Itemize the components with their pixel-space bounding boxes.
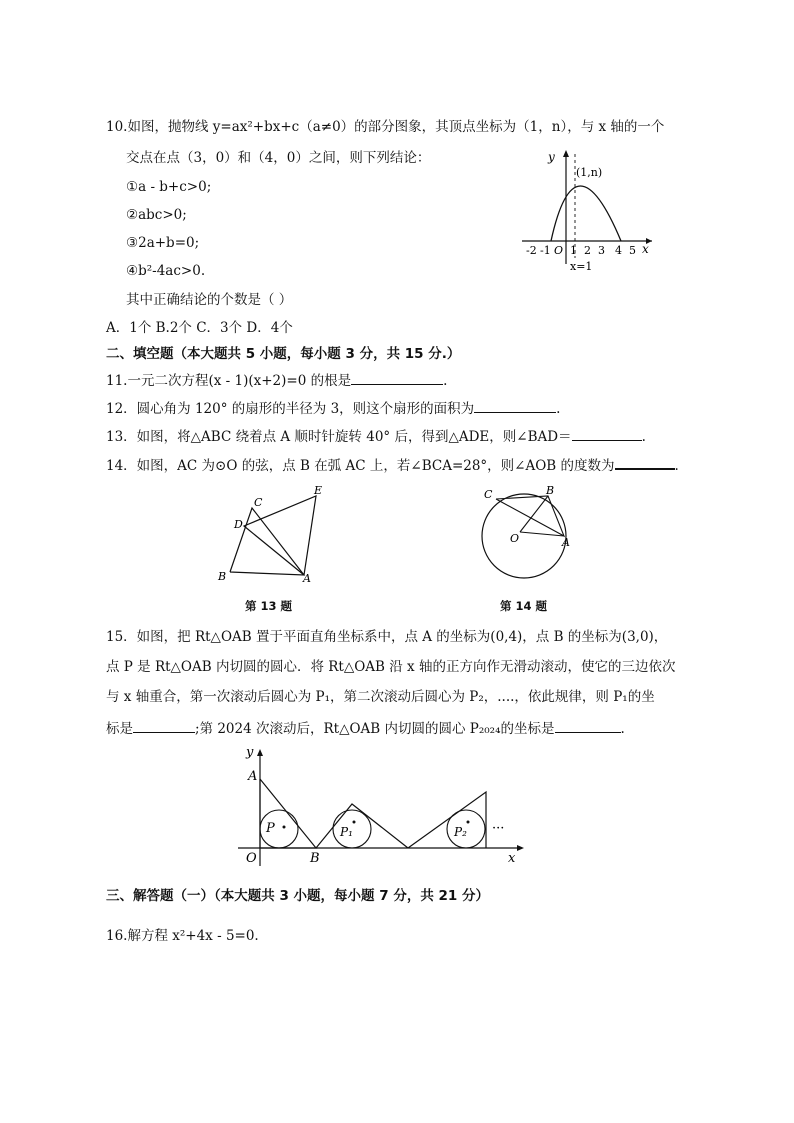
q10-option-4: ④b²-4ac>0. — [126, 263, 206, 279]
tick-4: 4 — [615, 244, 622, 257]
q10-question: 其中正确结论的个数是（ ） — [126, 292, 293, 308]
tick-origin: O — [554, 244, 564, 257]
tick-minus-2: -2 — [526, 244, 537, 257]
graph-y-label: y — [548, 150, 555, 164]
q10-line2: 交点在点（3，0）和（4，0）之间，则下列结论： — [126, 150, 431, 166]
figure-13 — [210, 484, 340, 584]
parabola-curve — [551, 186, 621, 241]
figure-15 — [232, 744, 532, 868]
q11-end: . — [443, 373, 448, 389]
figure-14-caption: 第 14 题 — [500, 599, 548, 613]
fig15-label-p1: P₁ — [340, 825, 353, 839]
q14-answer-blank[interactable] — [615, 454, 675, 470]
fig14-label-c: C — [484, 488, 493, 501]
q15-answer-blank-1[interactable] — [133, 718, 195, 733]
q15-line2: 点 P 是 Rt△OAB 内切圆的圆心．将 Rt△OAB 沿 x 轴的正方向作无滑动滚动，使它的三边依次 — [106, 659, 676, 675]
fig15-y-arrow — [257, 749, 263, 756]
q15-line3: 与 x 轴重合，第一次滚动后圆心为 P₁，第二次滚动后圆心为 P₂，....，依此规律，则 P₁的坐 — [106, 689, 655, 705]
vertex-label: (1,n) — [576, 166, 603, 179]
q10-line1: 10.如图，抛物线 y=ax²+bx+c（a≠0）的部分图象，其顶点坐标为（1，n），与 x 轴的一个 — [106, 119, 665, 135]
fig14-label-o: O — [510, 532, 520, 545]
q15-line4-start: 标是 — [106, 721, 133, 737]
axis-of-symmetry-label: x=1 — [570, 260, 593, 272]
q12-text: 12．圆心角为 120° 的扇形的半径为 3，则这个扇形的面积为 — [106, 401, 475, 417]
tick-3: 3 — [598, 244, 605, 257]
center-p1 — [353, 821, 356, 824]
section3-title: 三、解答题（一）（本大题共 3 小题，每小题 7 分，共 21 分） — [106, 888, 490, 904]
q10-choices: A．1个 B.2个 C．3个 D．4个 — [106, 320, 293, 336]
q15-answer-blank-2[interactable] — [555, 718, 621, 733]
q12-end: . — [556, 401, 561, 417]
fig15-label-p2: P₂ — [454, 825, 467, 839]
section2-title: 二、填空题（本大题共 5 小题，每小题 3 分，共 15 分.） — [106, 346, 461, 362]
fig14-label-a: A — [562, 536, 570, 549]
triangle-cba — [496, 496, 564, 536]
q14 — [106, 454, 679, 475]
q13-answer-blank[interactable] — [572, 426, 642, 441]
triangle-third — [408, 792, 486, 848]
figure-13-caption: 第 13 题 — [245, 599, 293, 613]
fig13-label-a: A — [303, 572, 311, 584]
q10-option-1: ①a - b+c>0; — [126, 179, 212, 195]
center-p2 — [467, 821, 470, 824]
fig15-label-x: x — [508, 851, 516, 866]
q14-end: . — [674, 458, 679, 474]
fig15-x-arrow — [517, 845, 524, 851]
fig15-label-o: O — [246, 851, 257, 866]
graph-y-arrow — [563, 150, 569, 157]
q10-option-3: ③2a+b=0; — [126, 235, 200, 251]
fig15-label-y: y — [246, 745, 254, 760]
q11-answer-blank[interactable] — [351, 370, 443, 385]
q13 — [106, 426, 646, 446]
tick-5: 5 — [629, 244, 636, 257]
parabola-graph — [518, 146, 658, 272]
q15-line4 — [106, 718, 625, 738]
fig15-label-b: B — [310, 851, 320, 866]
q11-text: 11.一元二次方程(x - 1)(x+2)=0 的根是 — [106, 373, 352, 389]
q14-text: 14．如图，AC 为⊙O 的弦，点 B 在弧 AC 上，若∠BCA=28°，则∠AOB 的度数为 — [106, 458, 615, 474]
q15-line1: 15．如图，把 Rt△OAB 置于平面直角坐标系中，点 A 的坐标为(0,4)，点 B 的坐标为(3,0)， — [106, 629, 668, 645]
tick-2: 2 — [584, 244, 591, 257]
q12 — [106, 398, 560, 418]
q12-answer-blank[interactable] — [474, 398, 556, 413]
fig15-ellipsis: ··· — [492, 821, 505, 836]
fig13-label-b: B — [218, 570, 227, 583]
graph-x-label: x — [642, 242, 649, 256]
fig13-label-e: E — [314, 484, 323, 497]
figure-14 — [470, 482, 580, 582]
center-p — [283, 826, 286, 829]
fig15-label-p: P — [266, 821, 275, 836]
q13-text: 13．如图，将△ABC 绕着点 A 顺时针旋转 40° 后，得到△ADE，则∠BAD＝ — [106, 429, 572, 445]
fig13-label-d: D — [234, 518, 243, 531]
triangle-second — [316, 804, 408, 848]
q13-end: . — [641, 429, 646, 445]
q10-option-2: ②abc>0; — [126, 207, 187, 223]
q15-line4-middle: ;第 2024 次滚动后，Rt△OAB 内切圆的圆心 P₂₀₂₄的坐标是 — [195, 721, 555, 737]
tick-minus-1: -1 — [540, 244, 551, 257]
q16-text: 16.解方程 x²+4x - 5=0. — [106, 928, 259, 944]
circle-o — [482, 494, 566, 578]
tick-1: 1 — [570, 244, 577, 257]
q15-line4-end: . — [620, 721, 625, 737]
q11 — [106, 370, 447, 390]
fig15-label-a: A — [248, 769, 258, 784]
fig13-label-c: C — [254, 496, 263, 509]
fig14-label-b: B — [546, 484, 555, 497]
